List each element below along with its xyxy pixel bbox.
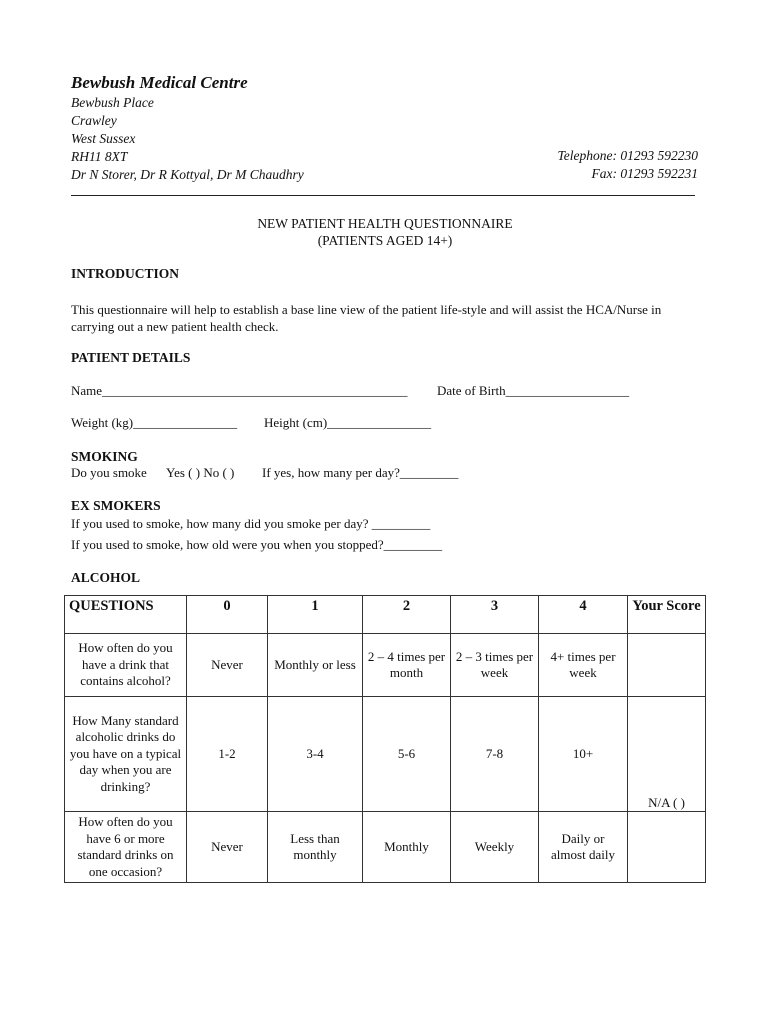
answer-cell: 2 – 4 times per month (363, 634, 451, 697)
col-header-2: 2 (363, 596, 451, 634)
name-field[interactable]: Name_______________________________________________ (71, 383, 408, 398)
answer-cell: 5-6 (363, 697, 451, 812)
question-cell: How often do you have 6 or more standard drinks on one occasion? (65, 812, 187, 883)
fax: Fax: 01293 592231 (591, 166, 698, 181)
table-header-row (65, 596, 706, 634)
answer-cell: Weekly (451, 812, 539, 883)
address-line-2: Crawley (71, 113, 117, 128)
smoking-per-day-field[interactable]: If yes, how many per day?_________ (262, 465, 459, 480)
address-postcode: RH11 8XT (71, 149, 128, 164)
table-row (65, 634, 706, 697)
alcohol-heading: ALCOHOL (71, 570, 141, 585)
answer-cell: Less than monthly (268, 812, 363, 883)
answer-cell: Monthly or less (268, 634, 363, 697)
score-input[interactable] (628, 634, 706, 697)
alcohol-table (64, 595, 706, 883)
doctors-list: Dr N Storer, Dr R Kottyal, Dr M Chaudhry (71, 167, 304, 182)
table-row (65, 812, 706, 883)
weight-field[interactable]: Weight (kg)________________ (71, 415, 238, 430)
answer-cell: Never (187, 634, 268, 697)
col-header-4: 4 (539, 596, 628, 634)
score-input[interactable] (628, 812, 706, 883)
smoking-yes-no[interactable]: Yes ( ) No ( ) (166, 465, 235, 480)
answer-cell: 4+ times per week (539, 634, 628, 697)
score-na-option[interactable]: N/A ( ) (628, 697, 706, 812)
answer-cell: 7-8 (451, 697, 539, 812)
answer-cell: Monthly (363, 812, 451, 883)
answer-cell: Never (187, 812, 268, 883)
ex-smokers-heading: EX SMOKERS (71, 498, 161, 513)
answer-cell: Daily or almost daily (539, 812, 628, 883)
address-line-3: West Sussex (71, 131, 136, 146)
header-divider (71, 195, 695, 196)
answer-cell: 1-2 (187, 697, 268, 812)
col-header-questions: QUESTIONS (65, 596, 187, 634)
col-header-0: 0 (187, 596, 268, 634)
address-line-1: Bewbush Place (71, 95, 154, 110)
col-header-your-score: Your Score (628, 596, 706, 634)
patient-details-heading: PATIENT DETAILS (71, 350, 191, 365)
form-title: NEW PATIENT HEALTH QUESTIONNAIRE (257, 216, 513, 231)
col-header-3: 3 (451, 596, 539, 634)
question-cell: How often do you have a drink that contains alcohol? (65, 634, 187, 697)
date-of-birth-field[interactable]: Date of Birth___________________ (437, 383, 630, 398)
introduction-text: This questionnaire will help to establish a base line view of the patient life-style and will assist the HCA/Nurse in carrying out a new patient health check. (71, 302, 662, 334)
practice-name: Bewbush Medical Centre (71, 73, 248, 92)
ex-smoker-per-day-field[interactable]: If you used to smoke, how many did you smoke per day? _________ (71, 516, 431, 531)
smoking-heading: SMOKING (71, 449, 138, 464)
answer-cell: 10+ (539, 697, 628, 812)
question-cell: How Many standard alcoholic drinks do you have on a typical day when you are drinking? (65, 697, 187, 812)
smoking-question: Do you smoke (71, 465, 147, 480)
introduction-heading: INTRODUCTION (71, 266, 180, 281)
ex-smoker-stopped-age-field[interactable]: If you used to smoke, how old were you when you stopped?_________ (71, 537, 443, 552)
telephone: Telephone: 01293 592230 (557, 148, 698, 163)
col-header-1: 1 (268, 596, 363, 634)
form-subtitle: (PATIENTS AGED 14+) (317, 233, 453, 248)
table-row (65, 697, 706, 812)
height-field[interactable]: Height (cm)________________ (264, 415, 432, 430)
answer-cell: 2 – 3 times per week (451, 634, 539, 697)
answer-cell: 3-4 (268, 697, 363, 812)
